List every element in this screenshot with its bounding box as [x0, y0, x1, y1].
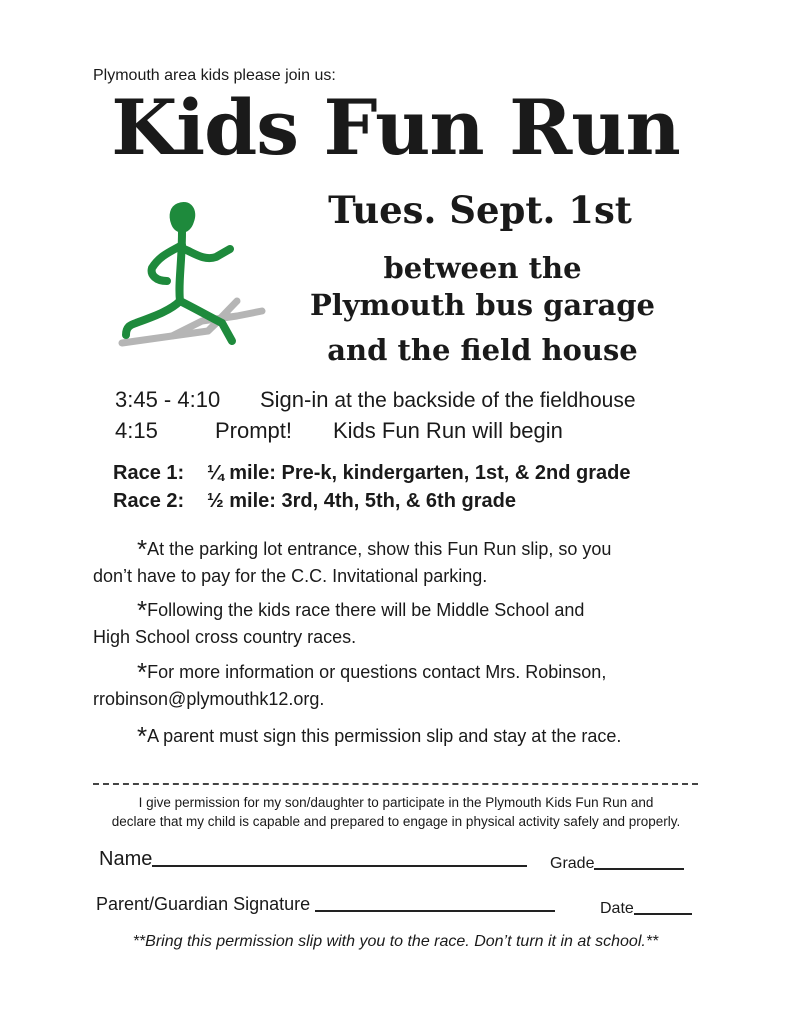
permission-line-1: I give permission for my son/daughter to participate in the Plymouth Kids Fun Run and: [138, 795, 654, 810]
grade-input-line[interactable]: [594, 850, 684, 870]
location-line-1: between the: [383, 251, 582, 285]
race-detail-2: ½ mile: 3rd, 4th, 5th, & 6th grade: [207, 490, 516, 512]
location-line-3: and the field house: [327, 333, 638, 367]
schedule-label-1: Sign-in: [260, 387, 329, 412]
note-line: High School cross country races.: [93, 627, 357, 647]
permission-line-2: declare that my child is capable and prepared to engage in physical activity safely and properly.: [111, 813, 681, 829]
footer-note: **Bring this permission slip with you to the race. Don’t turn it in at school.**: [132, 933, 659, 950]
note-line: don’t have to pay for the C.C. Invitational parking.: [93, 566, 488, 586]
date-field[interactable]: [600, 895, 692, 918]
note-line: At the parking lot entrance, show this Fun Run slip, so you: [147, 539, 612, 559]
runner-icon: [112, 193, 272, 353]
signature-field[interactable]: [96, 892, 555, 915]
race-name-2: Race 2:: [113, 490, 185, 512]
contact-email[interactable]: rrobinson@plymouthk12.org.: [93, 689, 325, 709]
note-races: [93, 597, 713, 651]
schedule-time-1: 3:45 - 4:10: [115, 387, 221, 412]
flyer-title: Kids Fun Run: [111, 83, 680, 172]
note-star: *: [137, 595, 148, 625]
name-label: Name: [99, 848, 153, 870]
race-detail-1: ¼ mile: Pre-k, kindergarten, 1st, & 2nd grade: [207, 462, 631, 484]
note-line: Following the kids race there will be Middle School and: [147, 600, 585, 620]
note-star: *: [137, 534, 148, 564]
note-line: For more information or questions contact Mrs. Robinson,: [147, 662, 607, 682]
note-star: *: [137, 657, 148, 687]
schedule-detail-2: Kids Fun Run will begin: [333, 418, 563, 443]
schedule-detail-1: at the backside of the fieldhouse: [328, 389, 636, 412]
note-star: *: [137, 721, 148, 751]
name-input-line[interactable]: [152, 847, 527, 867]
event-date: Tues. Sept. 1st: [328, 188, 632, 232]
schedule-label-2: Prompt!: [215, 418, 293, 443]
signature-label: Parent/Guardian Signature: [96, 894, 311, 914]
race-name-1: Race 1:: [113, 462, 185, 484]
note-contact: [93, 659, 713, 713]
grade-field[interactable]: [550, 850, 684, 873]
location-line-2: Plymouth bus garage: [309, 288, 655, 322]
name-field[interactable]: [99, 847, 527, 871]
cut-line-divider: [93, 783, 698, 785]
note-line: A parent must sign this permission slip and stay at the race.: [147, 726, 622, 746]
grade-label: Grade: [550, 855, 595, 872]
note-parking: [93, 536, 713, 590]
runner-figure: [126, 206, 232, 341]
date-label: Date: [600, 900, 634, 917]
signature-input-line[interactable]: [315, 892, 555, 912]
permission-statement: [90, 794, 702, 832]
schedule-row-1: [260, 387, 636, 413]
date-input-line[interactable]: [634, 895, 692, 915]
intro-text: Plymouth area kids please join us:: [93, 67, 336, 84]
schedule-time-2: 4:15: [115, 418, 158, 443]
note-parent: [93, 723, 733, 750]
